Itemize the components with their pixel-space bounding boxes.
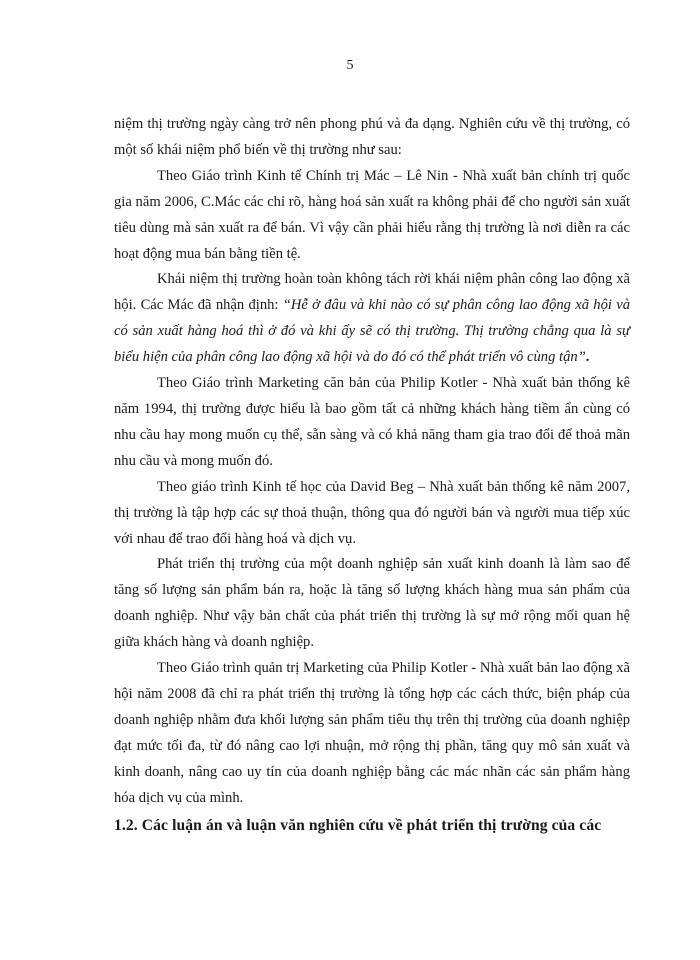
paragraph-kotler-1994: Theo Giáo trình Marketing căn bản của Philip Kotler - Nhà xuất bản thống kê năm 1994, thị trường được hiểu là bao gồm tất cả những khách hàng tiềm ẩn cùng có nhu cầu hay mong muốn cụ thể, sẵn sàng và có khả năng tham gia trao đổi để thoả mãn nhu cầu và mong muốn đó. (114, 375, 630, 469)
paragraph-marx-intro: Khái niệm thị trường hoàn toàn không tách rời khái niệm phân công lao động xã hội. Các Mác đã nhận định: (114, 271, 630, 314)
paragraph-kotler-2008: Theo Giáo trình quản trị Marketing của Philip Kotler - Nhà xuất bản lao động xã hội năm 2008 đã chỉ ra phát triển thị trường là tổng hợp các cách thức, biện pháp của doanh nghiệp nhằm đưa khối lượng sản phẩm tiêu thụ trên thị trường của doanh nghiệp đạt mức tối đa, từ đó nâng cao lợi nhuận, mở rộng thị phần, tăng quy mô sản xuất và kinh doanh, nâng cao uy tín của doanh nghiệp bằng các mác nhãn các sản phẩm hàng hóa dịch vụ của mình. (114, 660, 630, 806)
section-heading: 1.2. Các luận án và luận văn nghiên cứu về phát triển thị trường của các (114, 817, 602, 835)
paragraph-marx-quote (114, 267, 630, 371)
marx-quote-end: . (585, 349, 590, 366)
marx-quote: “Hễ ở đâu và khi nào có sự phân công lao động xã hội và có sản xuất hàng hoá thì ở đó và khi ấy sẽ có thị trường. Thị trường chẳng qua là sự biểu hiện của phân công lao động xã hội và do đó có thể phát triển vô cùng tận” (114, 297, 630, 366)
paragraph-political-economy: Theo Giáo trình Kinh tế Chính trị Mác – Lê Nin - Nhà xuất bản chính trị quốc gia năm 2006, C.Mác các chỉ rõ, hàng hoá sản xuất ra không phải để cho người sản xuất tiêu dùng mà sản xuất ra để bán. Vì vậy cần phải hiểu rằng thị trường là nơi diễn ra các hoạt động mua bán bằng tiền tệ. (114, 167, 630, 262)
paragraph-david-beg: Theo giáo trình Kinh tế học của David Beg – Nhà xuất bản thống kê năm 2007, thị trường là tập hợp các sự thoả thuận, thông qua đó người bán và người mua tiếp xúc với nhau để trao đổi hàng hoá và dịch vụ. (114, 478, 630, 547)
paragraph-market-development: Phát triển thị trường của một doanh nghiệp sản xuất kinh doanh là làm sao để tăng số lượng sản phẩm bán ra, hoặc là tăng số lượng khách hàng mua sản phẩm của doanh nghiệp. Như vậy bản chất của phát triển thị trường là sự mở rộng mối quan hệ giữa khách hàng và doanh nghiệp. (114, 556, 630, 651)
page-number: 5 (346, 58, 354, 73)
paragraph-continuation: niệm thị trường ngày càng trở nên phong phú và đa dạng. Nghiên cứu về thị trường, có một số khái niệm phổ biến về thị trường như sau: (114, 116, 630, 158)
document-body (114, 112, 630, 839)
